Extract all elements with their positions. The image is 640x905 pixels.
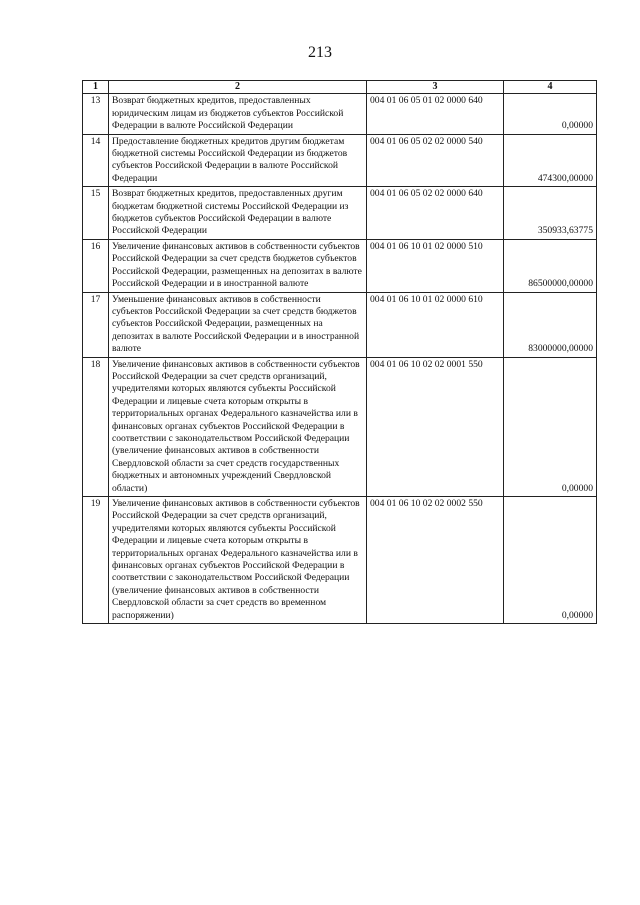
row-code: 004 01 06 10 01 02 0000 610: [367, 292, 504, 357]
row-number: 13: [83, 94, 109, 134]
table-row: [83, 292, 597, 357]
table-row: [83, 239, 597, 292]
table-header-row: [83, 81, 597, 94]
row-amount: 0,00000: [504, 94, 597, 134]
column-header-3: 3: [367, 81, 504, 94]
row-number: 18: [83, 357, 109, 496]
row-amount: 83000000,00000: [504, 292, 597, 357]
budget-table: [82, 80, 597, 624]
row-name: Увеличение финансовых активов в собственности субъектов Российской Федерации за счет средств организаций, учредителями которых являются субъекты Российской Федерации и лицевые счета которым открыты в территориальных органах Федерального казначейства или в финансовых органах субъектов Российской Федерации в соответствии с законодательством Российской Федерации (увеличение финансовых активов в собственности Свердловской области за счет средств во временном распоряжении): [109, 497, 367, 624]
table-row: [83, 357, 597, 496]
row-code: 004 01 06 05 02 02 0000 540: [367, 134, 504, 187]
row-number: 17: [83, 292, 109, 357]
row-number: 15: [83, 187, 109, 240]
row-name: Уменьшение финансовых активов в собственности субъектов Российской Федерации за счет средств бюджетов субъектов Российской Федерации, размещенных на депозитах в валюте Российской Федерации и в иностранной валюте: [109, 292, 367, 357]
row-code: 004 01 06 10 01 02 0000 510: [367, 239, 504, 292]
row-amount: 0,00000: [504, 497, 597, 624]
table-row: [83, 134, 597, 187]
row-amount: 86500000,00000: [504, 239, 597, 292]
table-row: [83, 94, 597, 134]
row-name: Возврат бюджетных кредитов, предоставленных другим бюджетам бюджетной системы Российской Федерации из бюджетов субъектов Российской Федерации в валюте Российской Федерации: [109, 187, 367, 240]
column-header-1: 1: [83, 81, 109, 94]
row-amount: 0,00000: [504, 357, 597, 496]
row-code: 004 01 06 10 02 02 0001 550: [367, 357, 504, 496]
row-number: 16: [83, 239, 109, 292]
row-name: Увеличение финансовых активов в собственности субъектов Российской Федерации за счет средств организаций, учредителями которых являются субъекты Российской Федерации и лицевые счета которым открыты в территориальных органах Федерального казначейства или в финансовых органах субъектов Российской Федерации в соответствии с законодательством Российской Федерации (увеличение финансовых активов в собственности Свердловской области за счет средств государственных бюджетных и автономных учреждений Свердловской области): [109, 357, 367, 496]
row-code: 004 01 06 10 02 02 0002 550: [367, 497, 504, 624]
row-amount: 474300,00000: [504, 134, 597, 187]
row-code: 004 01 06 05 01 02 0000 640: [367, 94, 504, 134]
row-code: 004 01 06 05 02 02 0000 640: [367, 187, 504, 240]
column-header-4: 4: [504, 81, 597, 94]
column-header-2: 2: [109, 81, 367, 94]
row-name: Возврат бюджетных кредитов, предоставленных юридическим лицам из бюджетов субъектов Российской Федерации в валюте Российской Федерации: [109, 94, 367, 134]
row-number: 19: [83, 497, 109, 624]
row-name: Предоставление бюджетных кредитов другим бюджетам бюджетной системы Российской Федерации из бюджетов субъектов Российской Федерации в валюте Российской Федерации: [109, 134, 367, 187]
table-row: [83, 187, 597, 240]
table-row: [83, 497, 597, 624]
page-number: 213: [308, 44, 332, 61]
row-name: Увеличение финансовых активов в собственности субъектов Российской Федерации за счет средств бюджетов субъектов Российской Федерации, размещенных на депозитах в валюте Российской Федерации и в иностранной валюте: [109, 239, 367, 292]
row-number: 14: [83, 134, 109, 187]
row-amount: 350933,63775: [504, 187, 597, 240]
